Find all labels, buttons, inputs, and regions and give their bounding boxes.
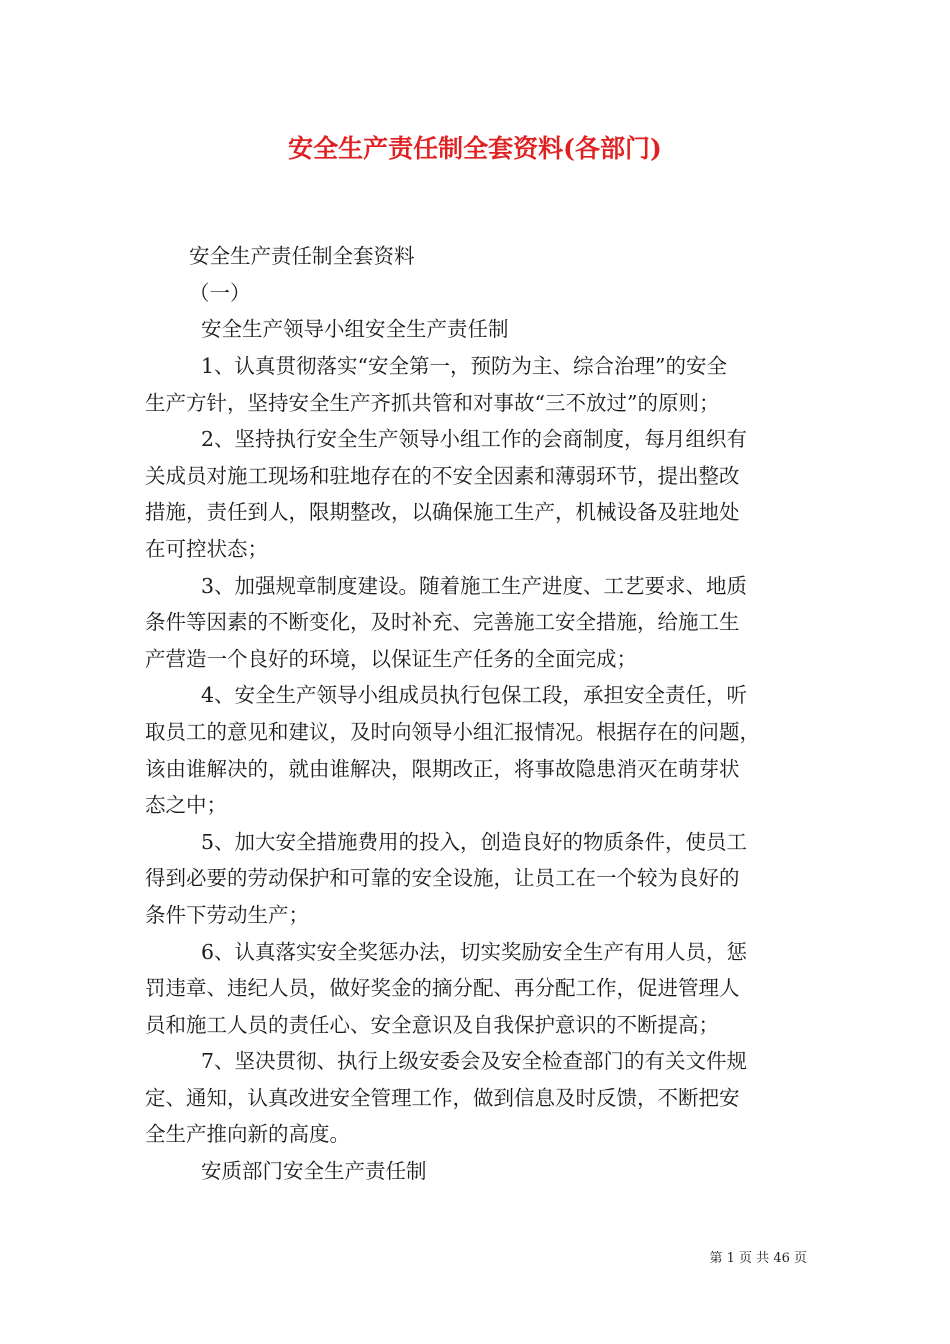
paragraph-line: 条件下劳动生产； — [145, 902, 309, 927]
paragraph-line: 该由谁解决的，就由谁解决，限期改正，将事故隐患消灭在萌芽状 — [145, 756, 740, 781]
paragraph-line: 在可控状态； — [145, 536, 268, 561]
paragraph-7 — [145, 1043, 805, 1153]
paragraph-5 — [145, 824, 805, 934]
paragraph-2 — [145, 421, 805, 567]
paragraph-line: 罚违章、违纪人员，做好奖金的摘分配、再分配工作，促进管理人 — [145, 976, 740, 1001]
paragraph-line: 员和施工人员的责任心、安全意识及自我保护意识的不断提高； — [145, 1012, 719, 1037]
paragraph-line: 定、通知，认真改进安全管理工作，做到信息及时反馈，不断把安 — [145, 1085, 740, 1110]
paragraph-line: 3、加强规章制度建设。随着施工生产进度、工艺要求、地质 — [201, 573, 748, 598]
paragraph-line: 1、认真贯彻落实“安全第一，预防为主、综合治理”的安全 — [201, 354, 728, 378]
paragraph-3 — [145, 568, 805, 678]
part-label: （一） — [189, 280, 251, 305]
paragraph-1 — [145, 348, 805, 421]
paragraph-line: 条件等因素的不断变化，及时补充、完善施工安全措施，给施工生 — [145, 610, 740, 635]
paragraph-line: 态之中； — [145, 793, 227, 818]
paragraph-line: 措施，责任到人，限期整改，以确保施工生产，机械设备及驻地处 — [145, 500, 740, 525]
paragraph-line: 取员工的意见和建议，及时向领导小组汇报情况。根据存在的问题， — [145, 719, 760, 744]
section-title: 安全生产领导小组安全生产责任制 — [201, 317, 509, 342]
intro-heading: 安全生产责任制全套资料 — [189, 244, 415, 268]
paragraph-6 — [145, 934, 805, 1044]
intro-block — [145, 238, 805, 348]
paragraph-4 — [145, 677, 805, 823]
paragraph-line: 2、坚持执行安全生产领导小组工作的会商制度，每月组织有 — [201, 427, 748, 452]
paragraph-line: 6、认真落实安全奖惩办法，切实奖励安全生产有用人员，惩 — [201, 939, 748, 964]
paragraphs — [145, 348, 805, 1190]
paragraph-line: 全生产推向新的高度。 — [145, 1122, 350, 1147]
paragraph-line: 5、加大安全措施费用的投入，创造良好的物质条件，使员工 — [201, 829, 748, 854]
page-number: 第 1 页 共 46 页 — [709, 1251, 807, 1266]
paragraph-line: 关成员对施工现场和驻地存在的不安全因素和薄弱环节，提出整改 — [145, 463, 740, 488]
paragraph-line: 7、坚决贯彻、执行上级安委会及安全检查部门的有关文件规 — [201, 1049, 748, 1074]
next-section-title: 安质部门安全生产责任制 — [201, 1159, 427, 1184]
paragraph-line: 4、安全生产领导小组成员执行包保工段，承担安全责任，听 — [201, 683, 748, 708]
document-title: 安全生产责任制全套资料(各部门) — [288, 134, 662, 163]
paragraph-line: 产营造一个良好的环境，以保证生产任务的全面完成； — [145, 646, 637, 671]
paragraph-line: 得到必要的劳动保护和可靠的安全设施，让员工在一个较为良好的 — [145, 866, 740, 891]
paragraph-line: 生产方针，坚持安全生产齐抓共管和对事故“三不放过”的原则； — [145, 390, 720, 415]
